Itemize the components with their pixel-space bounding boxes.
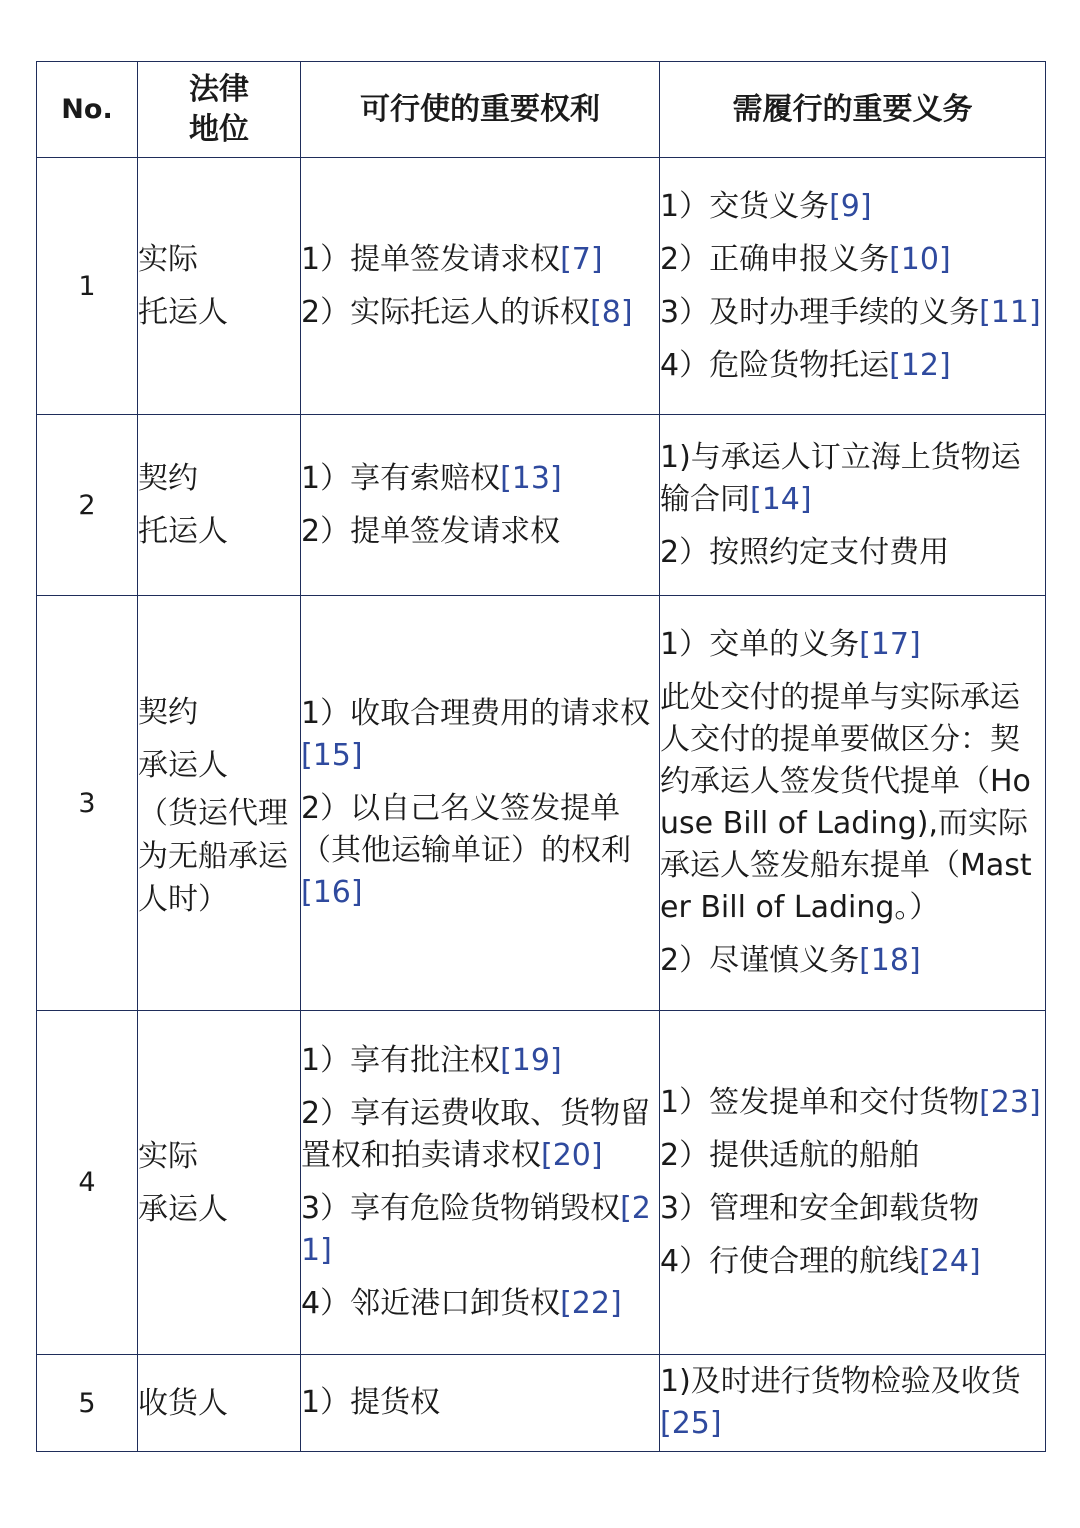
legal-status-line: 收货人 [138,1385,228,1421]
rights-item-text: 1）提单签发请求权 [301,241,561,277]
duties-item-text: 1）签发提单和交付货物 [660,1085,980,1120]
duties-item-text: 2）尽谨慎义务 [660,943,860,978]
row-number: 1 [37,158,138,415]
rights-cell [301,596,660,1011]
header-legal-status [138,62,301,158]
reference-link[interactable]: [25] [660,1406,722,1441]
rights-item [301,511,659,553]
duties-item [660,1135,1045,1177]
rights-cell [301,158,660,415]
duties-item [660,292,1045,334]
legal-status-note: （货运代理为无船承运人时） [138,795,288,917]
table-row [37,1011,1046,1355]
rights-item-text: 3）享有危险货物销毁权 [301,1191,621,1226]
rights-item [301,239,659,281]
table-header-row [37,62,1046,158]
rights-item [301,1188,659,1272]
reference-link[interactable]: [12] [889,347,951,383]
reference-link[interactable]: [10] [889,241,951,277]
rights-item-text: 2）享有运费收取、货物留置权和拍卖请求权 [301,1096,651,1173]
reference-link[interactable]: [20] [541,1138,603,1173]
table-row [37,158,1046,415]
duties-note-text: 此处交付的提单与实际承运人交付的提单要做区分：契约承运人签发货代提单（House Bill of Lading),而实际承运人签发船东提单（Master Bill of Lading。） [660,680,1032,925]
duties-item [660,239,1045,281]
row-number: 2 [37,415,138,596]
reference-link[interactable]: [17] [859,627,921,662]
duties-item-text: 3）管理和安全卸载货物 [660,1191,980,1226]
row-number: 5 [37,1355,138,1452]
legal-status-cell [138,415,301,596]
reference-link[interactable]: [16] [301,874,363,910]
rights-item [301,292,659,334]
reference-link[interactable]: [14] [750,481,812,517]
reference-link[interactable]: [18] [859,943,921,978]
rights-cell [301,1355,660,1452]
rights-item [301,1283,659,1325]
rights-cell [301,1011,660,1355]
duties-cell [660,1355,1046,1452]
reference-link[interactable]: [13] [500,460,562,496]
duties-cell [660,415,1046,596]
rights-item-text: 1）提货权 [301,1385,441,1420]
table-row [37,1355,1046,1452]
duties-cell [660,1011,1046,1355]
duties-item [660,1188,1045,1230]
rights-item-text: 2）实际托运人的诉权 [301,294,591,330]
rights-item-text: 1）收取合理费用的请求权 [301,695,651,731]
header-legal-status-line2: 地位 [189,111,249,147]
rights-item [301,1093,659,1177]
reference-link[interactable]: [22] [560,1286,622,1321]
duties-item-text: 2）提供适航的船舶 [660,1138,920,1173]
duties-note [660,677,1045,929]
duties-item-text: 2）正确申报义务 [660,241,890,277]
table-row [37,415,1046,596]
legal-status-cell [138,1355,301,1452]
duties-item-text: 3）及时办理手续的义务 [660,294,980,330]
reference-link[interactable]: [23] [979,1085,1041,1120]
rights-item-text: 1）享有批注权 [301,1043,501,1078]
duties-item [660,1361,1045,1445]
table-row [37,596,1046,1011]
reference-link[interactable]: [24] [919,1244,981,1279]
row-number: 4 [37,1011,138,1355]
rights-item [301,458,659,500]
duties-item-text: 4）行使合理的航线 [660,1244,920,1279]
rights-item-text: 2）以自己名义签发提单（其他运输单证）的权利 [301,790,631,868]
row-number: 3 [37,596,138,1011]
duties-cell [660,596,1046,1011]
duties-cell [660,158,1046,415]
duties-item [660,437,1045,521]
legal-status-cell [138,158,301,415]
reference-link[interactable]: [21] [301,1191,651,1268]
legal-status-line: 契约 [138,694,198,730]
duties-item-text: 2）按照约定支付费用 [660,534,950,570]
duties-item-text: 1）交货义务 [660,188,830,224]
duties-item [660,186,1045,228]
reference-link[interactable]: [8] [590,294,633,330]
duties-item-text: 1)与承运人订立海上货物运输合同 [660,439,1021,517]
reference-link[interactable]: [15] [301,737,363,773]
rights-item [301,1382,659,1424]
legal-status-line: 实际 [138,1138,198,1174]
reference-link[interactable]: [11] [979,294,1041,330]
header-no: No. [37,62,138,158]
legal-status-line: 托运人 [138,514,228,549]
reference-link[interactable]: [9] [829,188,872,224]
header-duties: 需履行的重要义务 [660,62,1046,158]
reference-link[interactable]: [7] [560,241,603,277]
rights-item [301,1040,659,1082]
duties-item-text: 1)及时进行货物检验及收货 [660,1364,1021,1399]
rights-item [301,788,659,914]
duties-item [660,532,1045,574]
rights-item-text: 2）提单签发请求权 [301,513,561,549]
duties-item [660,345,1045,387]
rights-item-text: 4）邻近港口卸货权 [301,1286,561,1321]
legal-status-cell [138,1011,301,1355]
duties-item [660,1082,1045,1124]
legal-status-line: 承运人 [138,1191,228,1227]
duties-item-text: 1）交单的义务 [660,627,860,662]
duties-item [660,1241,1045,1283]
duties-item [660,940,1045,982]
legal-status-line: 承运人 [138,747,228,783]
reference-link[interactable]: [19] [500,1043,562,1078]
rights-cell [301,415,660,596]
duties-item-text: 4）危险货物托运 [660,347,890,383]
legal-status-line: 契约 [138,461,198,496]
legal-status-cell [138,596,301,1011]
header-rights: 可行使的重要权利 [301,62,660,158]
duties-item [660,624,1045,666]
rights-item [301,693,659,777]
rights-duties-table [36,61,1046,1452]
header-legal-status-line1: 法律 [189,71,249,107]
rights-item-text: 1）享有索赔权 [301,460,501,496]
legal-status-line: 实际 [138,242,198,277]
legal-status-line: 托运人 [138,295,228,330]
